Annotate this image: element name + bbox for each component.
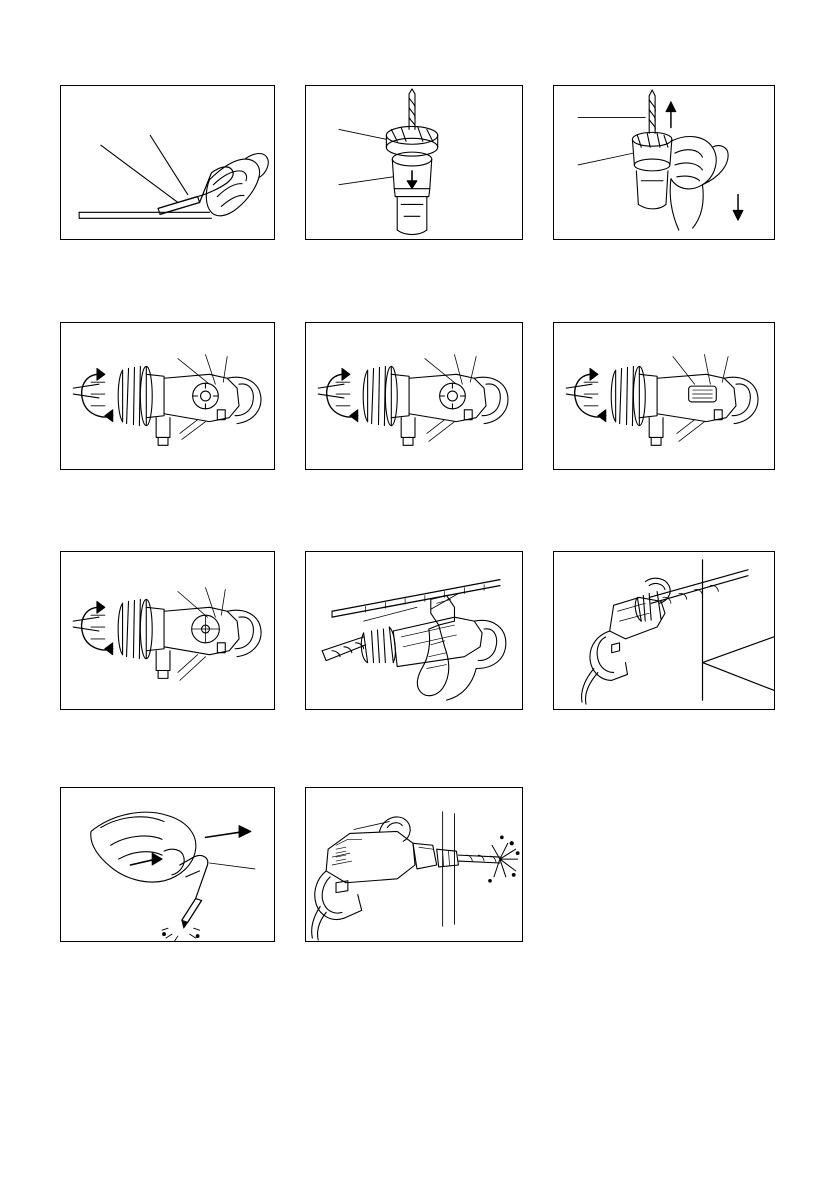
figure-drilling-into-corner-wall-art [554, 552, 774, 709]
figure-chuck-key-in-hand [60, 85, 275, 240]
figure-mode-selector-position-3 [553, 322, 775, 470]
figure-mode-selector-position-2 [305, 322, 523, 470]
figure-hand-chisel-striking-art [61, 788, 274, 941]
figure-drilling-into-corner-wall [553, 551, 775, 710]
figure-mode-selector-position-1-art [61, 323, 274, 469]
figure-tighten-chuck-by-hand [553, 85, 775, 240]
figure-mode-selector-position-2-art [306, 323, 522, 469]
figure-insert-bit-into-chuck-art [306, 86, 522, 239]
figure-depth-gauge-and-side-handle-art [306, 552, 522, 709]
figure-mode-selector-position-1 [60, 322, 275, 470]
figure-mode-selector-position-4-art [61, 552, 274, 709]
figure-hammer-drilling-masonry [305, 787, 523, 942]
figure-hammer-drilling-masonry-art [306, 788, 522, 941]
figure-hand-chisel-striking [60, 787, 275, 942]
figure-tighten-chuck-by-hand-art [554, 86, 774, 239]
figure-chuck-key-in-hand-art [61, 86, 274, 239]
figure-insert-bit-into-chuck [305, 85, 523, 240]
figure-depth-gauge-and-side-handle [305, 551, 523, 710]
figure-mode-selector-position-4 [60, 551, 275, 710]
figure-mode-selector-position-3-art [554, 323, 774, 469]
